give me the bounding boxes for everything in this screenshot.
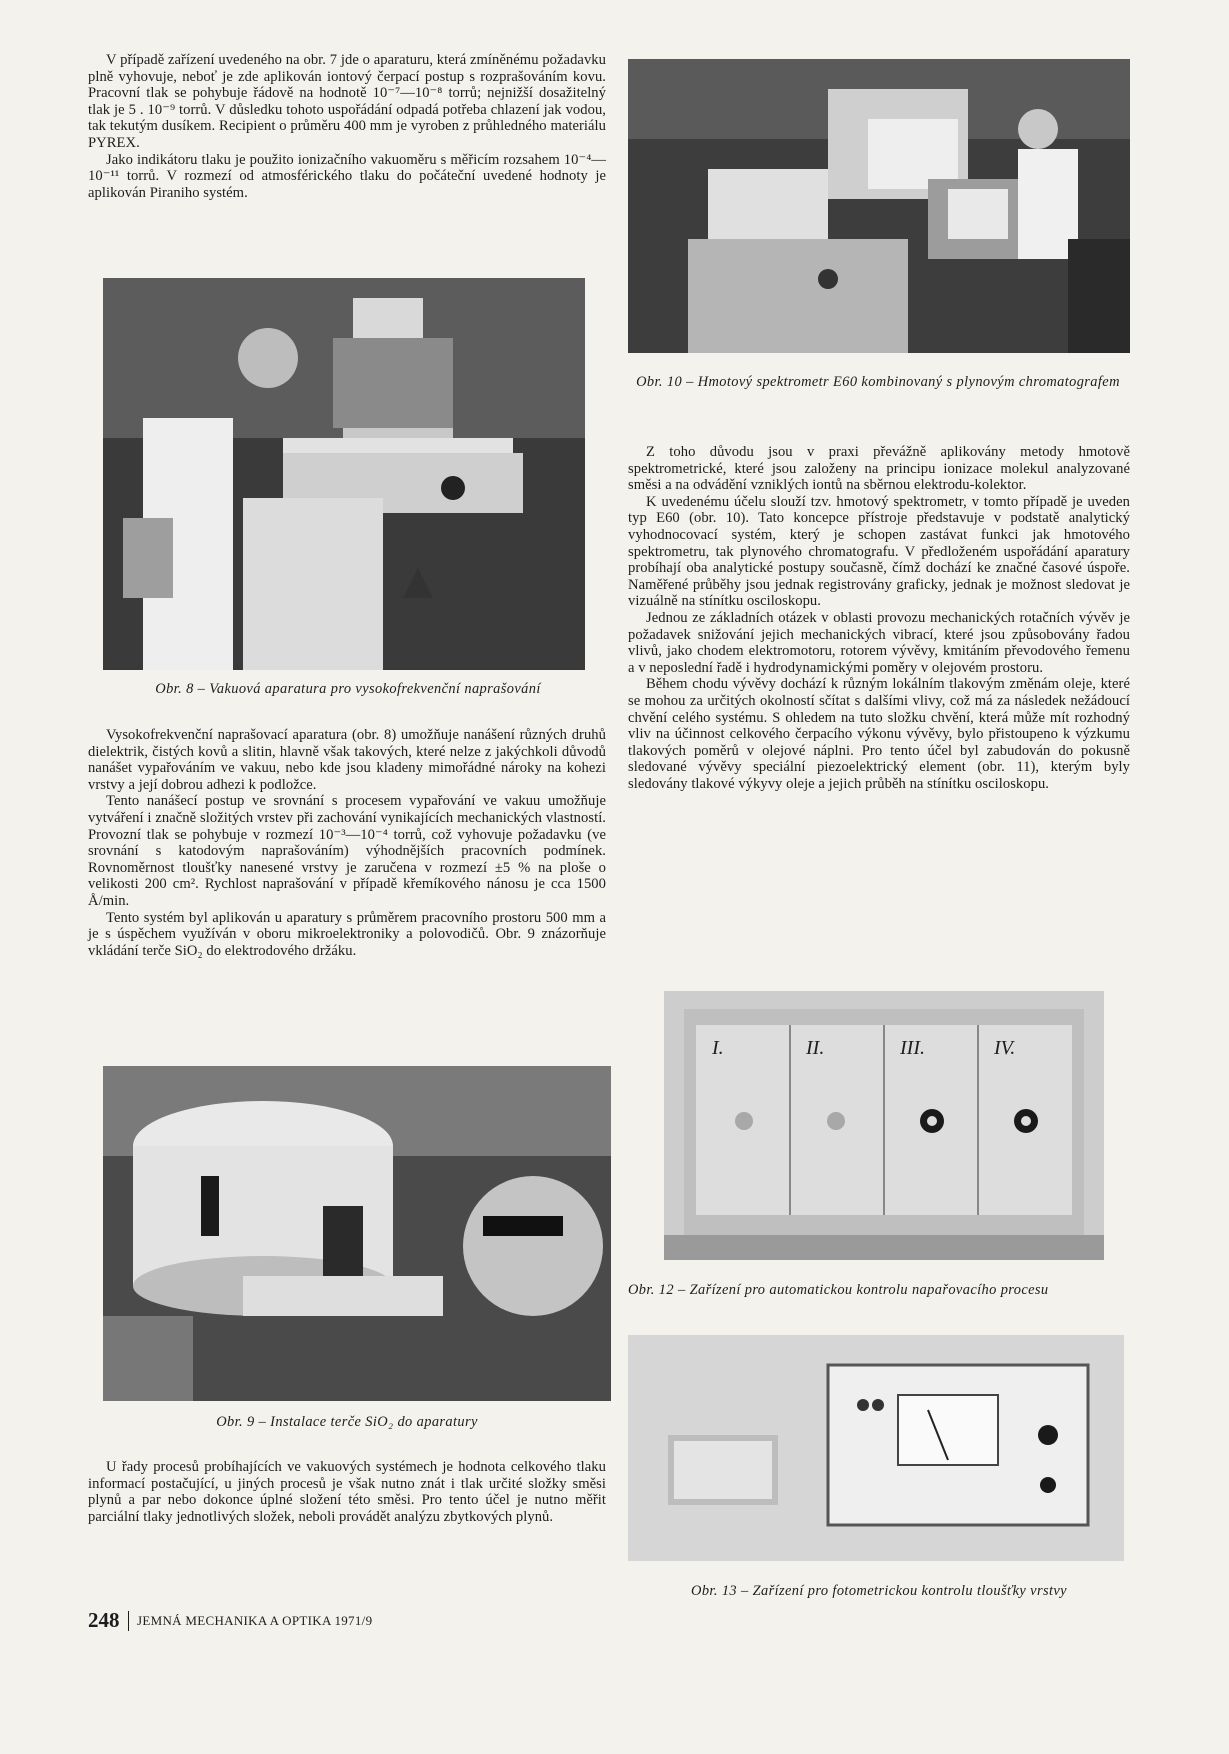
page-footer <box>88 1608 372 1633</box>
right-text <box>628 444 1130 792</box>
figure-13-photo <box>628 1335 1124 1561</box>
paragraph: Tento systém byl aplikován u aparatury s průměrem pracovního prostoru 500 mm a je s úspěchem využíván v oboru mikroelektroniky a polovodičů. Obr. 9 znázorňuje vkládání terče SiO₂ do elektrodového držáku. <box>88 909 606 959</box>
panel-label-iii: III. <box>900 1037 925 1059</box>
paragraph: Vysokofrekvenční naprašovací aparatura (obr. 8) umožňuje nanášení různých druhů dielektrik, čistých kovů a slitin, hlavně však takových, které nelze z jakýchkoli důvodů nanášet vypařováním ve vakuu, nebo kde jsou kladeny mimořádné nároky na kohezi vrstvy a její dobrou adhezi k podložce. <box>88 727 606 793</box>
figure-10-photo <box>628 59 1130 353</box>
left-bottom-text <box>88 1459 606 1525</box>
paragraph: Jednou ze základních otázek v oblasti provozu mechanických rotačních vývěv je požadavek snižování jejich mechanických vibrací, které jsou způsobovány řadou vlivů, jako chodem elektromotoru, rotorem vývěvy, kmitáním převodového řemenu a v neposlední řadě i hydrodynamickými poměry v olejovém prostoru. <box>628 609 1130 676</box>
paragraph: Jako indikátoru tlaku je použito ionizačního vakuoměru s měřicím rozsahem 10⁻⁴—10⁻¹¹ torrů. V rozmezí od atmosférického tlaku do počáteční uvedené hodnoty je aplikován Piraniho systém. <box>88 151 606 201</box>
figure-13-caption: Obr. 13 – Zařízení pro fotometrickou kontrolu tloušťky vrstvy <box>691 1583 1067 1599</box>
panel-label-iv: IV. <box>994 1037 1016 1059</box>
figure-12-caption: Obr. 12 – Zařízení pro automatickou kontrolu napařovacího procesu <box>628 1282 1049 1298</box>
page-number: 248 <box>88 1608 120 1632</box>
footer-divider <box>128 1611 130 1631</box>
panel-label-ii: II. <box>806 1037 825 1059</box>
paragraph: Z toho důvodu jsou v praxi převážně aplikovány metody hmotově spektrometrické, které jsou založeny na principu ionizace molekul analyzované směsi a na odvádění vzniklých iontů na sběrnou elektrodu-kolektor. <box>628 444 1130 494</box>
paragraph: U řady procesů probíhajících ve vakuových systémech je hodnota celkového tlaku informací postačující, u jiných procesů je však nutno znát i tlak určité složky směsi plynů a par nebo dokonce úplné složení této směsi. Pro tento účel je nutno měřit parciální tlaky jednotlivých složek, neboli provádět analýzu zbytkových plynů. <box>88 1459 606 1525</box>
journal-name: JEMNÁ MECHANIKA A OPTIKA 1971/9 <box>137 1612 373 1628</box>
figure-10-caption: Obr. 10 – Hmotový spektrometr E60 kombinovaný s plynovým chromatografem <box>636 374 1120 390</box>
left-top-text <box>88 52 606 201</box>
paragraph: V případě zařízení uvedeného na obr. 7 jde o aparaturu, která zmíněnému požadavku plně vyhovuje, neboť je zde aplikován iontový čerpací postup s rozprašováním kovu. Pracovní tlak se pohybuje řádově na hodnotě 10⁻⁷—10⁻⁸ torrů; nejnižší dosažitelný tlak je 5 . 10⁻⁹ torrů. V důsledku tohoto uspořádání odpadá potřeba chlazení jak vodou, tak tekutým dusíkem. Recipient o průměru 400 mm je vyroben z průhledného materiálu PYREX. <box>88 52 606 151</box>
paragraph: Tento nanášecí postup ve srovnání s procesem vypařování ve vakuu umožňuje vytváření i značně složitých vrstev při zachování vynikajících mechanických vlastností. Provozní tlak se pohybuje v rozmezí 10⁻³—10⁻⁴ torrů, což vyhovuje požadavku (ve srovnání s katodovým naprašováním) výhodnějších pracovních podmínek. Rovnoměrnost tloušťky nanesené vrstvy je zaručena v rozmezí ±5 % na ploše o velikosti 200 cm². Rychlost naprašování v případě křemíkového nánosu je cca 1500 Å/min. <box>88 793 606 909</box>
figure-12-photo <box>664 991 1104 1260</box>
figure-8-photo <box>103 278 585 670</box>
paragraph: K uvedenému účelu slouží tzv. hmotový spektrometr, v tomto případě je uveden typ E60 (obr. 10). Tato koncepce přístroje představuje v podstatě analytický vyhodnocovací systém, který je schopen zastávat funkci jak hmotového spektrometru, tak plynového chromatografu. V předloženém uspořádání aparatury probíhají oba analytické postupy současně, čímž dochází ke značné časové úspoře. Naměřené průběhy jsou jednak registrovány graficky, jednak je možnost sledovat je vizuálně na stínítku osciloskopu. <box>628 493 1130 610</box>
panel-label-i: I. <box>712 1037 724 1059</box>
paragraph: Během chodu vývěvy dochází k různým lokálním tlakovým změnám oleje, které se mohou za určitých okolností sčítat s dalšími vlivy, což má za následek nežádoucí chvění celého systému. S ohledem na tuto složku chvění, která může mít rozhodný vliv na účinnost celkového čerpacího výkonu vývěvy, bylo přistoupeno k výzkumu tlakových poměrů v olejové náplni. Pro tento účel byl zabudován do pokusně sledované vývěvy speciální piezoelektrický element (obr. 11), kterým byly sledovány tlakové výkyvy oleje a jejich průběh na stínítku osciloskopu. <box>628 676 1130 792</box>
figure-9-photo <box>103 1066 611 1401</box>
left-mid-text <box>88 727 606 959</box>
figure-9-caption: Obr. 9 – Instalace terče SiO₂ do aparatury <box>216 1414 478 1430</box>
figure-8-caption: Obr. 8 – Vakuová aparatura pro vysokofrekvenční naprašování <box>155 681 541 697</box>
